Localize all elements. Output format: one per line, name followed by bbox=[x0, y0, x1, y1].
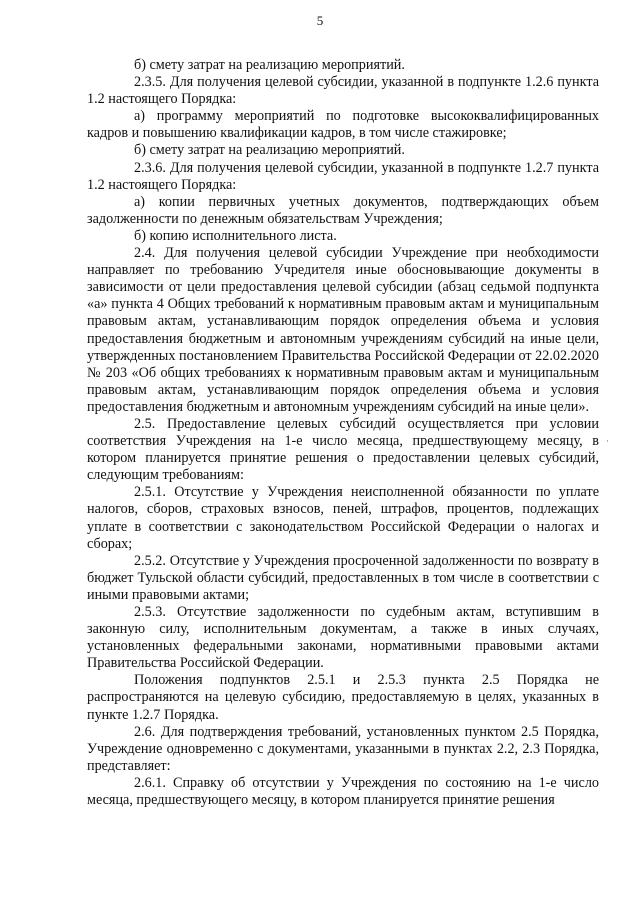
paragraph-2-5-3: 2.5.3. Отсутствие задолженности по судебным актам, вступившим в законную силу, исполнительным документам, а также в иных случаях, установленных федеральными законами, нормативными правовыми актами Правительства Российской Федерации. bbox=[87, 604, 599, 672]
paragraph-2-4: 2.4. Для получения целевой субсидии Учреждение при необходимости направляет по требованию Учредителя иные обосновывающие документы в зависимости от цели предоставления целевой субсидии (абзац седьмой подпункта «а» пункта 4 Общих требований к нормативным правовым актам и муниципальным правовым актам, устанавливающим порядок определения объема и условия предоставления бюджетным и автономным учреждениям субсидий на иные цели, утвержденных постановлением Правительства Российской Федерации от 22.02.2020 № 203 «Об общих требованиях к нормативным правовым актам и муниципальным правовым актам, устанавливающим порядок определения объема и условия предоставления бюджетным и автономным учреждениям субсидий на иные цели». bbox=[87, 245, 599, 415]
paragraph-kopiya-lista: б) копию исполнительного листа. bbox=[134, 227, 337, 244]
paragraph-2-6-1: 2.6.1. Справку об отсутствии у Учреждения по состоянию на 1-е число месяца, предшествующего месяцу, в котором планируется принятие решения bbox=[87, 774, 599, 809]
paragraph-smeta-2: б) смету затрат на реализацию мероприятий. bbox=[134, 142, 405, 159]
document-body bbox=[87, 57, 599, 809]
paragraph-2-5: 2.5. Предоставление целевых субсидий осуществляется при условии соответствия Учреждения на 1-е число месяца, предшествующему месяцу, в котором планируется принятие решения о предоставлении целевых субсидий, следующим требованиям: bbox=[87, 415, 599, 484]
paragraph-polozheniya: Положения подпунктов 2.5.1 и 2.5.3 пункта 2.5 Порядка не распространяются на целевую субсидию, предоставляемую в целях, указанных в пункте 1.2.7 Порядка. bbox=[87, 672, 599, 723]
page-number: 5 bbox=[316, 13, 324, 28]
paragraph-smeta-1: б) смету затрат на реализацию мероприятий. bbox=[134, 57, 405, 73]
margin-scan-mark: · bbox=[606, 437, 609, 447]
paragraph-2-5-2: 2.5.2. Отсутствие у Учреждения просроченной задолженности по возврату в бюджет Тульской области субсидий, предоставленных в том числе в соответствии с иными правовыми актами; bbox=[87, 552, 599, 603]
paragraph-2-6: 2.6. Для подтверждения требований, установленных пунктом 2.5 Порядка, Учреждение одновременно с документами, указанными в пунктах 2.2, 2.3 Порядка, представляет: bbox=[87, 723, 599, 774]
paragraph-2-5-1: 2.5.1. Отсутствие у Учреждения неисполненной обязанности по уплате налогов, сборов, страховых взносов, пеней, штрафов, процентов, подлежащих уплате в соответствии с законодательством Российской Федерации о налогах и сборах; bbox=[87, 484, 599, 552]
paragraph-kopii: а) копии первичных учетных документов, подтверждающих объем задолженности по денежным обязательствам Учреждения; bbox=[87, 193, 599, 227]
paragraph-2-3-5: 2.3.5. Для получения целевой субсидии, указанной в подпункте 1.2.6 пункта 1.2 настоящего Порядка: bbox=[87, 74, 599, 108]
paragraph-2-3-6: 2.3.6. Для получения целевой субсидии, указанной в подпункте 1.2.7 пункта 1.2 настоящего Порядка: bbox=[87, 159, 599, 193]
paragraph-programma: а) программу мероприятий по подготовке высококвалифицированных кадров и повышению квалификации кадров, в том числе стажировке; bbox=[87, 108, 599, 142]
